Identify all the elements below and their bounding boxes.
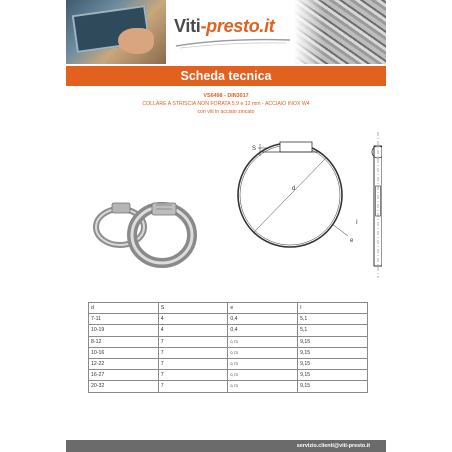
table-cell: 9,15: [298, 370, 368, 381]
table-header-row: [89, 303, 368, 314]
logo-text: [174, 16, 275, 37]
product-description: COLLARE A STRISCIA NON FORATA 5,9 e 12 mm - ACCIAIO INOX W4: [142, 101, 310, 107]
logo-swoosh-icon: [174, 36, 292, 50]
hose-clamps-photo: [90, 185, 202, 271]
table-cell: 0,73: [228, 358, 298, 369]
table-cell: 7: [158, 336, 228, 347]
table-row: [89, 381, 368, 392]
dim-label-d: d: [292, 186, 296, 192]
table-row: [89, 314, 368, 325]
screw-housing: [280, 142, 312, 152]
table-cell: 10-19: [89, 325, 159, 336]
table-cell: 10-16: [89, 347, 159, 358]
logo-suffix: -presto.it: [200, 16, 275, 36]
table-row: [89, 358, 368, 369]
table-header-cell: I: [298, 303, 368, 314]
hand-shape: [118, 28, 154, 54]
table-cell: 0,73: [228, 370, 298, 381]
table-cell: 0,73: [228, 347, 298, 358]
brand-logo: [174, 16, 294, 56]
table-header-cell: d: [89, 303, 159, 314]
table-cell: 20-32: [89, 381, 159, 392]
table-cell: 9,15: [298, 336, 368, 347]
table-cell: 9,15: [298, 347, 368, 358]
section-banner: Scheda tecnica: [66, 66, 386, 86]
footer-bar: [66, 440, 386, 452]
table-cell: 5,1: [298, 325, 368, 336]
table-row: [89, 325, 368, 336]
technical-drawing: [202, 128, 382, 280]
table-cell: 12-22: [89, 358, 159, 369]
table-cell: 4: [158, 325, 228, 336]
dim-label-s: S: [252, 146, 257, 152]
product-code: VS6498 - DIN3017: [203, 93, 249, 99]
dim-label-e: e: [350, 238, 354, 244]
tools-photo: [66, 0, 166, 64]
table-row: [89, 347, 368, 358]
table-cell: 7: [158, 347, 228, 358]
table-cell: 0,4: [228, 314, 298, 325]
table-cell: 5,1: [298, 314, 368, 325]
table-cell: 7-11: [89, 314, 159, 325]
table-cell: 9,15: [298, 358, 368, 369]
table-header-cell: S: [158, 303, 228, 314]
table-cell: 0,73: [228, 381, 298, 392]
logo-name: Viti: [174, 16, 201, 36]
table-cell: 7: [158, 381, 228, 392]
product-subdescription: con viti in acciaio zincato: [197, 109, 255, 115]
table-cell: 9,15: [298, 381, 368, 392]
footer-email[interactable]: servizio.clienti@viti-presto.it: [296, 443, 370, 449]
table-cell: 8-12: [89, 336, 159, 347]
spec-table: [88, 302, 368, 393]
table-cell: 0,73: [228, 336, 298, 347]
screws-photo: [294, 0, 386, 64]
table-cell: 0,4: [228, 325, 298, 336]
datasheet-page: [66, 0, 386, 452]
table-cell: 7: [158, 358, 228, 369]
dim-label-i: I: [356, 220, 358, 226]
table-cell: 4: [158, 314, 228, 325]
table-row: [89, 336, 368, 347]
table-cell: 7: [158, 370, 228, 381]
table-cell: 16-27: [89, 370, 159, 381]
table-row: [89, 370, 368, 381]
table-header-cell: e: [228, 303, 298, 314]
side-view: [372, 132, 382, 278]
